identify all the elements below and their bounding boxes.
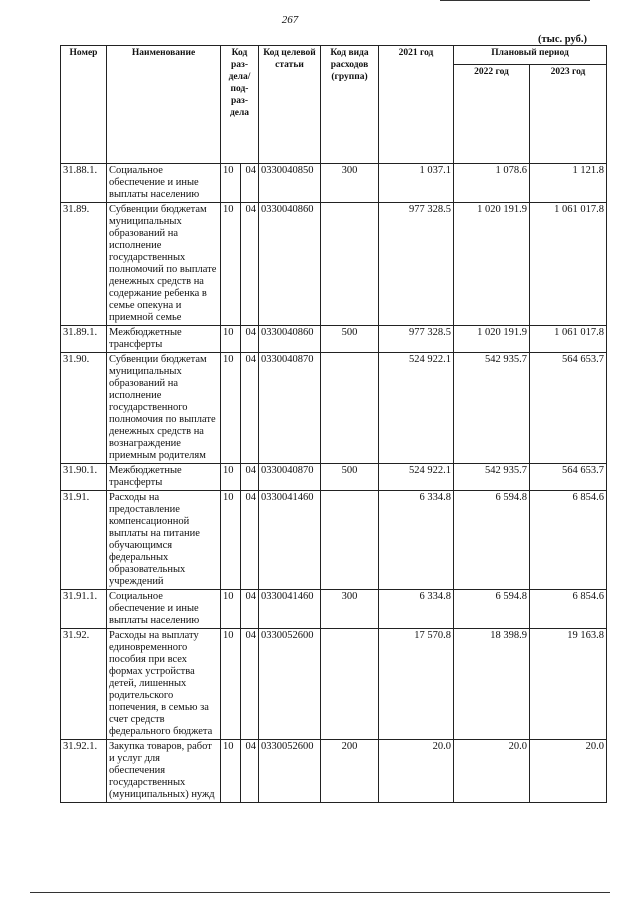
header-number: Номер: [61, 46, 107, 164]
row-section: 10: [221, 491, 241, 590]
row-number: 31.92.1.: [61, 740, 107, 803]
row-target-code: 0330040870: [259, 464, 321, 491]
table-row: [61, 353, 607, 464]
row-name: Закупка товаров, работ и услуг для обеспечения государственных (муниципальных) нужд: [107, 740, 221, 803]
row-number: 31.89.1.: [61, 326, 107, 353]
row-amount-2022: 6 594.8: [454, 590, 530, 629]
row-section: 10: [221, 353, 241, 464]
header-section-code: Код раз-дела/ под-раз-дела: [221, 46, 259, 164]
row-amount-2021: 1 037.1: [379, 164, 454, 203]
table-header: [61, 46, 607, 164]
table-row: [61, 629, 607, 740]
row-name: Межбюджетные трансферты: [107, 326, 221, 353]
row-amount-2023: 20.0: [530, 740, 607, 803]
row-amount-2021: 20.0: [379, 740, 454, 803]
row-name: Социальное обеспечение и иные выплаты населению: [107, 164, 221, 203]
table-row: [61, 464, 607, 491]
row-subsection: 04: [241, 326, 259, 353]
row-subsection: 04: [241, 464, 259, 491]
row-subsection: 04: [241, 590, 259, 629]
row-target-code: 0330040860: [259, 203, 321, 326]
row-number: 31.89.: [61, 203, 107, 326]
table-row: [61, 491, 607, 590]
row-number: 31.90.: [61, 353, 107, 464]
row-subsection: 04: [241, 203, 259, 326]
row-name: Субвенции бюджетам муниципальных образований на исполнение государственных полномочий по выплате денежных средств на содержание ребенка в семье опекуна и приемной семье: [107, 203, 221, 326]
row-number: 31.92.: [61, 629, 107, 740]
row-expense-type: [321, 629, 379, 740]
header-name: Наименование: [107, 46, 221, 164]
row-target-code: 0330052600: [259, 629, 321, 740]
row-name: Расходы на выплату единовременного пособия при всех формах устройства детей, лишенных родительского попечения, в семью за счет средств федерального бюджета: [107, 629, 221, 740]
row-amount-2023: 1 061 017.8: [530, 203, 607, 326]
row-expense-type: 500: [321, 464, 379, 491]
row-target-code: 0330040850: [259, 164, 321, 203]
table-row: [61, 164, 607, 203]
row-expense-type: 500: [321, 326, 379, 353]
row-amount-2021: 6 334.8: [379, 491, 454, 590]
row-amount-2022: 542 935.7: [454, 353, 530, 464]
row-amount-2023: 1 121.8: [530, 164, 607, 203]
row-subsection: 04: [241, 629, 259, 740]
row-amount-2021: 6 334.8: [379, 590, 454, 629]
table-row: [61, 203, 607, 326]
row-amount-2021: 977 328.5: [379, 203, 454, 326]
row-name: Субвенции бюджетам муниципальных образований на исполнение государственного полномочия по выплате денежных средств на вознаграждение приемным родителям: [107, 353, 221, 464]
row-amount-2022: 1 020 191.9: [454, 326, 530, 353]
top-rule: [440, 0, 590, 1]
row-section: 10: [221, 164, 241, 203]
row-amount-2023: 6 854.6: [530, 491, 607, 590]
table-row: [61, 740, 607, 803]
row-amount-2022: 1 078.6: [454, 164, 530, 203]
row-target-code: 0330052600: [259, 740, 321, 803]
row-amount-2022: 6 594.8: [454, 491, 530, 590]
table-row: [61, 590, 607, 629]
row-amount-2021: 977 328.5: [379, 326, 454, 353]
header-year-2022: 2022 год: [454, 65, 530, 164]
row-section: 10: [221, 590, 241, 629]
row-amount-2022: 20.0: [454, 740, 530, 803]
header-year-2021: 2021 год: [379, 46, 454, 164]
units-label: (тыс. руб.): [538, 34, 587, 45]
row-subsection: 04: [241, 491, 259, 590]
header-expense-type-code: Код вида расходов (группа): [321, 46, 379, 164]
row-expense-type: [321, 491, 379, 590]
row-subsection: 04: [241, 164, 259, 203]
row-amount-2022: 18 398.9: [454, 629, 530, 740]
row-number: 31.88.1.: [61, 164, 107, 203]
header-year-2023: 2023 год: [530, 65, 607, 164]
row-section: 10: [221, 326, 241, 353]
row-name: Межбюджетные трансферты: [107, 464, 221, 491]
table-row: [61, 326, 607, 353]
row-number: 31.91.1.: [61, 590, 107, 629]
row-amount-2023: 1 061 017.8: [530, 326, 607, 353]
row-amount-2021: 17 570.8: [379, 629, 454, 740]
row-subsection: 04: [241, 740, 259, 803]
row-amount-2021: 524 922.1: [379, 353, 454, 464]
row-number: 31.91.: [61, 491, 107, 590]
budget-table: [60, 45, 607, 803]
bottom-rule: [30, 892, 610, 893]
row-amount-2022: 542 935.7: [454, 464, 530, 491]
row-amount-2023: 6 854.6: [530, 590, 607, 629]
row-target-code: 0330040860: [259, 326, 321, 353]
row-expense-type: [321, 203, 379, 326]
row-name: Расходы на предоставление компенсационной выплаты на питание обучающимся федеральных образовательных учреждений: [107, 491, 221, 590]
row-number: 31.90.1.: [61, 464, 107, 491]
row-subsection: 04: [241, 353, 259, 464]
row-section: 10: [221, 740, 241, 803]
header-target-code: Код целевой статьи: [259, 46, 321, 164]
row-target-code: 0330041460: [259, 590, 321, 629]
row-amount-2023: 19 163.8: [530, 629, 607, 740]
row-amount-2021: 524 922.1: [379, 464, 454, 491]
row-expense-type: 300: [321, 164, 379, 203]
page-number: 267: [281, 14, 299, 26]
row-name: Социальное обеспечение и иные выплаты населению: [107, 590, 221, 629]
row-section: 10: [221, 464, 241, 491]
header-planning-period: Плановый период: [454, 46, 607, 65]
row-expense-type: 300: [321, 590, 379, 629]
row-section: 10: [221, 629, 241, 740]
row-amount-2023: 564 653.7: [530, 353, 607, 464]
row-amount-2022: 1 020 191.9: [454, 203, 530, 326]
row-target-code: 0330041460: [259, 491, 321, 590]
row-expense-type: [321, 353, 379, 464]
row-section: 10: [221, 203, 241, 326]
row-target-code: 0330040870: [259, 353, 321, 464]
row-amount-2023: 564 653.7: [530, 464, 607, 491]
row-expense-type: 200: [321, 740, 379, 803]
